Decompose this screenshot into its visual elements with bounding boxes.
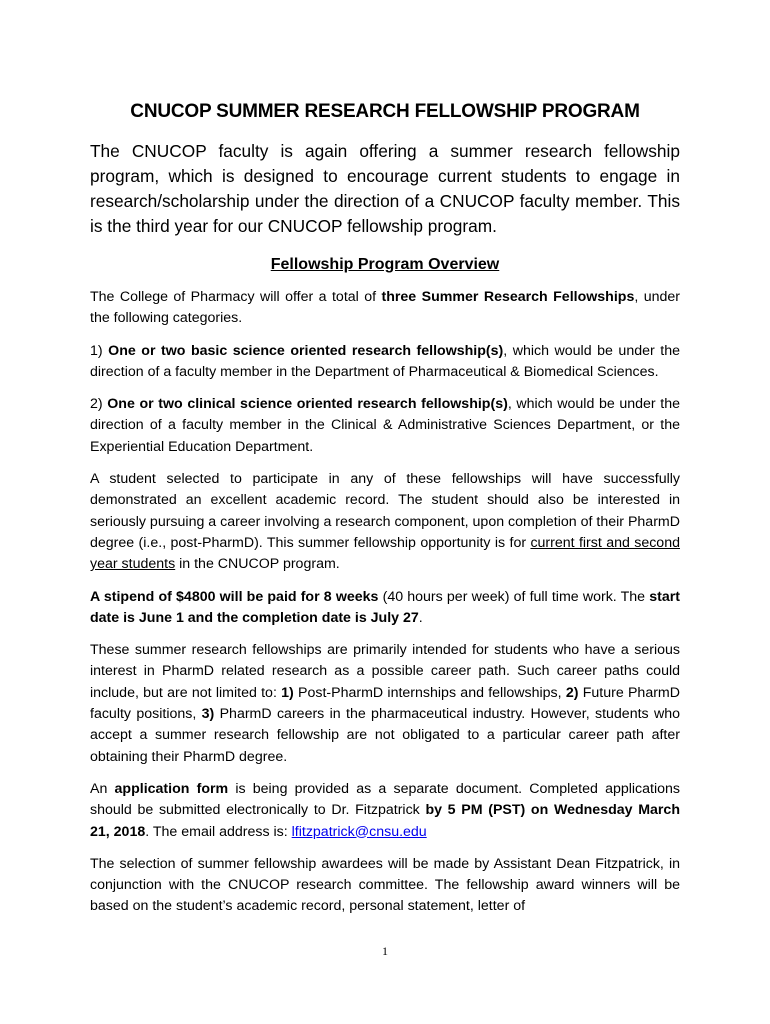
text-run: PharmD careers in the pharmaceutical industry. However, students who accept a summer research fellowship are not obligated to a particular career path after obtaining their PharmD degree.	[90, 706, 680, 765]
list-number: 2)	[565, 684, 579, 701]
list-number: 1)	[281, 684, 294, 701]
list-number: 3)	[201, 706, 215, 723]
document-title: CNUCOP SUMMER RESEARCH FELLOWSHIP PROGRAM	[130, 101, 640, 122]
bold-text: One or two clinical science oriented research fellowship(s)	[107, 396, 508, 413]
text-run: , which would be under the direction of a faculty member in the Department of Pharmaceutical & Biomedical Sciences.	[90, 342, 680, 380]
text-run: .	[418, 609, 423, 626]
text-run: A student selected to participate in any of these fellowships will have successfully demonstrated an excellent academic record. The student should also be interested in seriously pursuing a career involving a research component, upon completion of their PharmD degree (i.e., post-PharmD). This summer fellowship opportunity is for	[90, 471, 680, 551]
page-number: 1	[382, 944, 388, 958]
text-run: These summer research fellowships are primarily intended for students who have a serious interest in PharmD related research as a possible career path. Such career paths could include, but are not limited to:	[90, 642, 680, 701]
underlined-text: current first and second year students	[90, 534, 680, 573]
text-run: (40 hours per week) of full time work. The	[378, 588, 650, 605]
bold-text: start date is June 1 and the completion date is July 27	[90, 588, 681, 626]
text-run: , which would be under the direction of a faculty member in the Clinical & Administrative Sciences Department, or the Experiential Education Department.	[90, 396, 680, 455]
text-run: in the CNUCOP program.	[175, 556, 340, 573]
list-number: 1)	[90, 342, 109, 359]
category-one-paragraph	[90, 341, 680, 384]
overview-heading: Fellowship Program Overview	[270, 256, 500, 273]
text-run: . The email address is:	[145, 823, 292, 840]
intro-paragraph: The CNUCOP faculty is again offering a summer research fellowship program, which is designed to encourage current students to engage in research/scholarship under the direction of a CNUCOP faculty member. This is the third year for our CNUCOP fellowship program.	[90, 141, 680, 236]
career-paths-paragraph	[90, 640, 680, 768]
bold-text: three Summer Research Fellowships	[381, 289, 635, 305]
eligibility-paragraph	[90, 469, 680, 575]
text-run: Post-PharmD internships and fellowships,	[293, 684, 566, 701]
text-run: Future PharmD faculty positions,	[90, 684, 680, 723]
document-body	[90, 100, 680, 918]
text-run: , under the following categories.	[90, 289, 681, 327]
category-two-paragraph	[90, 394, 680, 458]
email-link[interactable]: lfitzpatrick@cnsu.edu	[291, 823, 427, 840]
stipend-paragraph	[90, 587, 680, 630]
bold-text: One or two basic science oriented research fellowship(s)	[108, 342, 504, 359]
selection-paragraph: The selection of summer fellowship awardees will be made by Assistant Dean Fitzpatrick, in conjunction with the CNUCOP research committee. The fellowship award winners will be based on the student’s academic record, personal statement, letter of	[90, 855, 680, 915]
application-paragraph	[90, 779, 680, 843]
text-run: The College of Pharmacy will offer a total of	[90, 289, 382, 305]
text-run: is being provided as a separate document. Completed applications should be submitted electronically to Dr. Fitzpatrick	[90, 780, 681, 819]
fellowship-count-paragraph	[90, 287, 680, 330]
deadline-text: by 5 PM (PST) on Wednesday March 21, 2018	[90, 802, 680, 840]
list-number: 2)	[90, 396, 108, 413]
bold-text: A stipend of $4800 will be paid for 8 weeks	[90, 588, 379, 605]
text-run: An	[90, 780, 115, 797]
bold-text: application form	[114, 780, 229, 797]
